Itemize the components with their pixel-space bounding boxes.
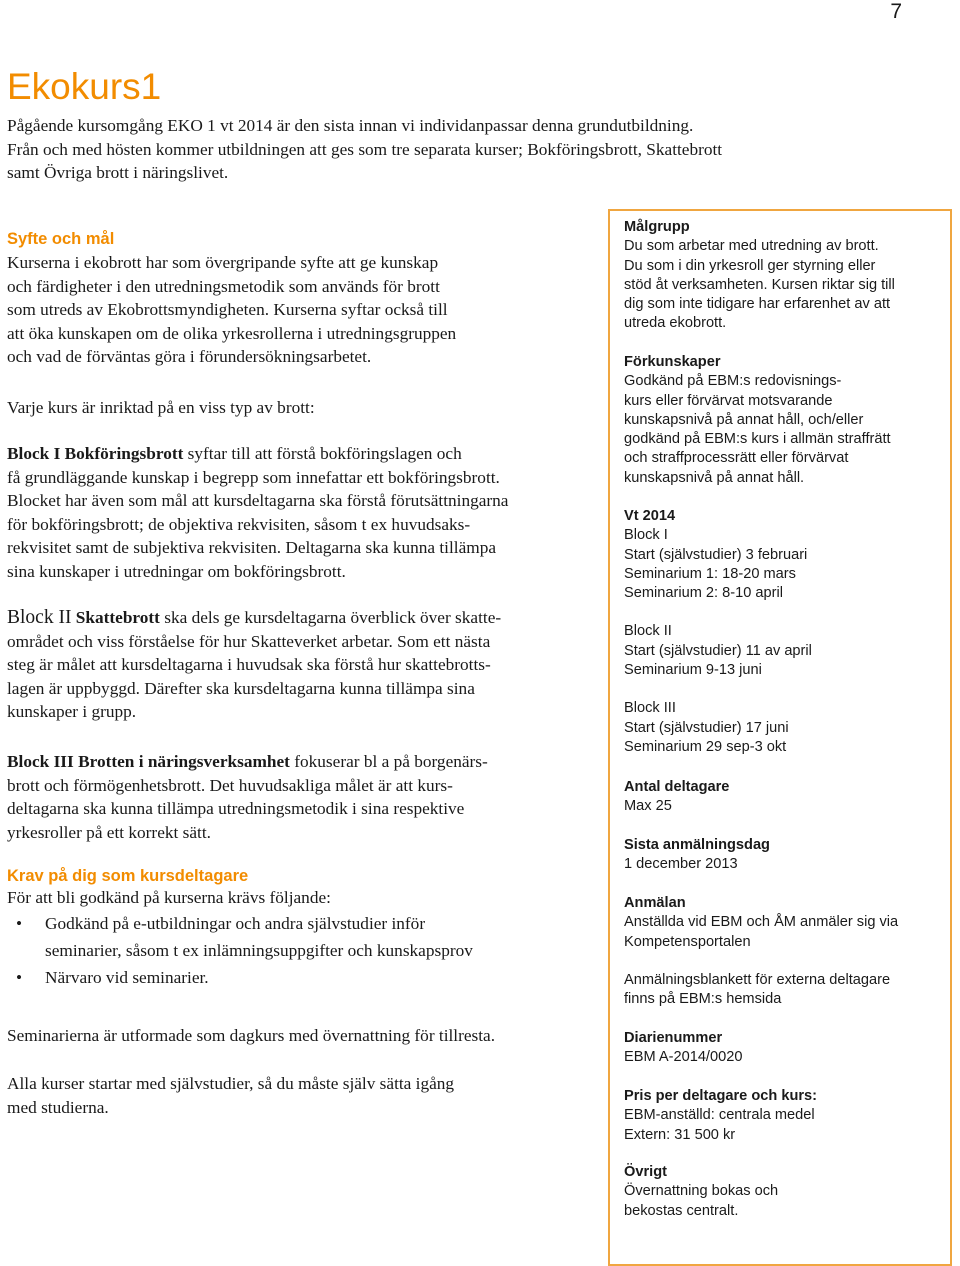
studies-note <box>7 1072 592 1119</box>
vt-block1-label: Block I <box>624 527 668 544</box>
vt-line: Seminarium 2: 8-10 april <box>624 585 783 602</box>
anmalan-section <box>624 894 949 1009</box>
vt-block3-label: Block III <box>624 700 676 717</box>
syfte-line: och vad de förväntas göra i förundersökningsarbetet. <box>7 347 372 366</box>
block2-first-rest: ska dels ge kursdeltagarna överblick över skatte- <box>159 608 502 627</box>
diarie-heading: Diarienummer <box>624 1030 723 1046</box>
pris-heading: Pris per deltagare och kurs: <box>624 1088 818 1104</box>
malgrupp-line: utreda ekobrott. <box>624 315 727 332</box>
list-item <box>7 964 592 991</box>
block3-line: brott och förmögenhetsbrott. Det huvudsakliga målet är att kurs- <box>7 775 453 795</box>
block2-title: Block II <box>7 607 72 628</box>
forkunskaper-line: Godkänd på EBM:s redovisnings- <box>624 373 842 390</box>
intro-line: samt Övriga brott i näringslivet. <box>7 163 229 182</box>
block2-first-line <box>7 606 592 630</box>
antal-heading: Antal deltagare <box>624 779 730 795</box>
bullet-icon: • <box>16 913 23 933</box>
info-sidebar <box>608 209 952 1266</box>
block3-paragraph <box>7 750 592 844</box>
block1-paragraph <box>7 442 592 583</box>
block3-title: Block III Brotten i näringsverksamhet <box>7 752 290 771</box>
anmalan-extra-line: finns på EBM:s hemsida <box>624 991 782 1008</box>
block3-line: yrkesroller på ett korrekt sätt. <box>7 822 211 842</box>
block1-first-rest: syftar till att förstå bokföringslagen och <box>183 444 462 463</box>
block2-line: lagen är uppbyggd. Därefter ska kursdeltagarna kunna tillämpa sina <box>7 678 475 698</box>
forkunskaper-line: godkänd på EBM:s kurs i allmän straffrätt <box>624 431 891 448</box>
diarie-value: EBM A-2014/0020 <box>624 1049 743 1066</box>
antal-value: Max 25 <box>624 798 672 815</box>
malgrupp-line: Du som i din yrkesroll ger styrning eller <box>624 257 876 274</box>
vt-line: Start (självstudier) 11 av april <box>624 642 812 659</box>
krav-intro: För att bli godkänd på kurserna krävs följande: <box>7 888 331 907</box>
list-item-line: Godkänd på e-utbildningar och andra självstudier inför <box>45 913 426 933</box>
vt-block2-label: Block II <box>624 623 672 640</box>
studies-note-line: Alla kurser startar med självstudier, så du måste själv sätta igång <box>7 1074 455 1093</box>
block3-first-line <box>7 750 592 774</box>
anmalan-heading: Anmälan <box>624 895 686 911</box>
vt-line: Start (självstudier) 17 juni <box>624 719 789 736</box>
syfte-line: Kurserna i ekobrott har som övergripande syfte att ge kunskap <box>7 253 439 272</box>
syfte-section <box>7 230 592 369</box>
list-item <box>7 910 592 964</box>
pris-line: Extern: 31 500 kr <box>624 1126 736 1143</box>
seminar-note: Seminarierna är utformade som dagkurs med övernattning för tillresta. <box>7 1026 496 1045</box>
syfte-line: som utreds av Ekobrottsmyndigheten. Kurserna syftar också till <box>7 300 448 319</box>
sista-heading: Sista anmälningsdag <box>624 837 770 853</box>
syfte-paragraph <box>7 251 592 369</box>
syfte-line: och färdigheter i den utredningsmetodik som används för brott <box>7 276 440 296</box>
malgrupp-section <box>624 218 949 334</box>
syfte-line: att öka kunskapen om de olika yrkesrollerna i utredningsgruppen <box>7 323 457 343</box>
page-number: 7 <box>890 0 902 23</box>
intro-paragraph <box>7 114 867 185</box>
forkunskaper-line: kunskapsnivå på annat håll. <box>624 469 805 486</box>
block3-first-rest: fokuserar bl a på borgenärs- <box>289 752 488 771</box>
vt-line: Seminarium 29 sep-3 okt <box>624 738 787 755</box>
malgrupp-line: dig som inte tidigare har erfarenhet av att <box>624 296 891 313</box>
block1-first-line <box>7 442 592 466</box>
diarie-section <box>624 1029 949 1068</box>
ovrigt-section <box>624 1163 949 1221</box>
vt-section <box>624 507 949 757</box>
anmalan-line: Anställda vid EBM och ÅM anmäler sig via <box>624 914 899 931</box>
block2-line: kunskaper i grupp. <box>7 702 137 721</box>
page-title: Ekokurs1 <box>7 66 162 107</box>
block2-subtitle: Skattebrott <box>71 608 160 627</box>
block2-line: området och viss förståelse för hur Skatteverket arbetar. Som ett nästa <box>7 631 491 651</box>
intro-line: Från och med hösten kommer utbildningen att ges som tre separata kurser; Bokföringsbrott, Skattebrott <box>7 139 723 159</box>
list-item-line: Närvaro vid seminarier. <box>45 967 209 987</box>
forkunskaper-heading: Förkunskaper <box>624 354 721 370</box>
vt-heading: Vt 2014 <box>624 508 676 524</box>
krav-list <box>7 910 592 991</box>
forkunskaper-line: kurs eller förvärvat motsvarande <box>624 392 833 409</box>
intro-line: Pågående kursomgång EKO 1 vt 2014 är den sista innan vi individanpassar denna grundutbildning. <box>7 116 694 135</box>
malgrupp-line: stöd åt verksamheten. Kursen riktar sig till <box>624 276 895 293</box>
forkunskaper-section <box>624 353 949 488</box>
syfte-heading: Syfte och mål <box>7 230 115 248</box>
block1-line: få grundläggande kunskap i begrepp som innefattar ett bokföringsbrott. <box>7 467 500 487</box>
anmalan-extra-line: Anmälningsblankett för externa deltagare <box>624 971 891 988</box>
krav-section <box>7 867 592 991</box>
block3-line: deltagarna ska kunna tillämpa utredningsmetodik i sina respektive <box>7 799 465 818</box>
ovrigt-heading: Övrigt <box>624 1164 667 1180</box>
forkunskaper-line: kunskapsnivå på annat håll, och/eller <box>624 411 864 428</box>
block1-line: rekvisitet samt de subjektiva rekvisiten. Deltagarna ska kunna tillämpa <box>7 538 497 557</box>
vt-line: Seminarium 9-13 juni <box>624 662 762 679</box>
varje-paragraph: Varje kurs är inriktad på en viss typ av brott: <box>7 398 315 417</box>
bullet-icon: • <box>16 967 23 987</box>
block1-line: Blocket har även som mål att kursdeltagarna ska förstå förutsättningarna <box>7 491 509 510</box>
block1-line: för bokföringsbrott; de objektiva rekvisiten, såsom t ex huvudsaks- <box>7 514 471 534</box>
antal-section <box>624 778 949 817</box>
pris-line: EBM-anställd: centrala medel <box>624 1107 815 1124</box>
vt-line: Start (självstudier) 3 februari <box>624 546 808 563</box>
malgrupp-heading: Målgrupp <box>624 219 690 235</box>
block2-line: steg är målet att kursdeltagarna i huvudsak ska förstå hur skattebrotts- <box>7 655 491 674</box>
ovrigt-line: Övernattning bokas och <box>624 1183 779 1200</box>
vt-line: Seminarium 1: 18-20 mars <box>624 565 796 582</box>
anmalan-line: Kompetensportalen <box>624 933 751 950</box>
sista-section <box>624 836 949 875</box>
block1-line: sina kunskaper i utredningar om bokföringsbrott. <box>7 561 346 581</box>
list-item-line: seminarier, såsom t ex inlämningsuppgifter och kunskapsprov <box>45 940 473 960</box>
block1-title: Block I Bokföringsbrott <box>7 444 184 463</box>
krav-heading: Krav på dig som kursdeltagare <box>7 867 249 885</box>
forkunskaper-line: och straffprocessrätt eller förvärvat <box>624 450 849 467</box>
studies-note-line: med studierna. <box>7 1097 109 1117</box>
block2-paragraph <box>7 606 592 724</box>
malgrupp-line: Du som arbetar med utredning av brott. <box>624 238 879 255</box>
ovrigt-line: bekostas centralt. <box>624 1202 739 1219</box>
sista-value: 1 december 2013 <box>624 856 738 873</box>
pris-section <box>624 1087 949 1145</box>
